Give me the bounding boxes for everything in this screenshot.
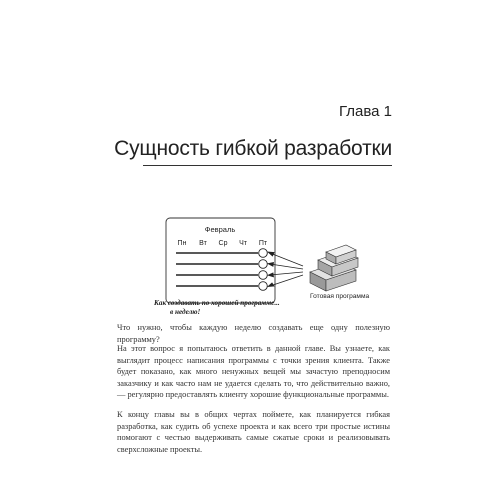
- day-label-mon: Пн: [177, 240, 187, 247]
- day-label-tue: Вт: [199, 240, 207, 247]
- paragraph-intro: На этот вопрос я попытаюсь ответить в данной главе. Вы узнаете, как выглядит процесс написания программы с точки зрения клиента. Также будет показано, как много ненужных вещей мы зачастую преподносим заказчику и как часто нам не удается сделать то, что действительно важно, — регулярно предоставлять клиенту хорошие функциональные программы.: [117, 344, 390, 400]
- paragraph-question: Что нужно, чтобы каждую неделю создавать еще одну полезную программу?: [117, 323, 390, 344]
- paragraph-summary: К концу главы вы в общих чертах поймете, как планируется гибкая разработка, как судить об успехе проекта и как всего три простые истины помогают с честью выдерживать самые сжатые сроки и реализовывать сверхсложные проекты.: [117, 410, 390, 454]
- product-label: Готовая программа: [310, 293, 370, 300]
- week-rows: [176, 249, 267, 291]
- figure-caption-line1: Как создавать по хорошей программе...: [154, 299, 280, 307]
- delivery-arrows: [268, 252, 303, 287]
- chapter-number: Глава 1: [338, 103, 392, 120]
- chapter-title: Сущность гибкой разработки: [114, 137, 392, 160]
- day-label-wed: Ср: [218, 240, 228, 247]
- day-label-fri: Пт: [258, 240, 268, 247]
- figure-caption-line2: в неделю!: [170, 308, 201, 316]
- gold-bars-icon: [310, 245, 358, 291]
- calendar-month: Февраль: [204, 225, 236, 234]
- day-label-thu: Чт: [239, 240, 247, 247]
